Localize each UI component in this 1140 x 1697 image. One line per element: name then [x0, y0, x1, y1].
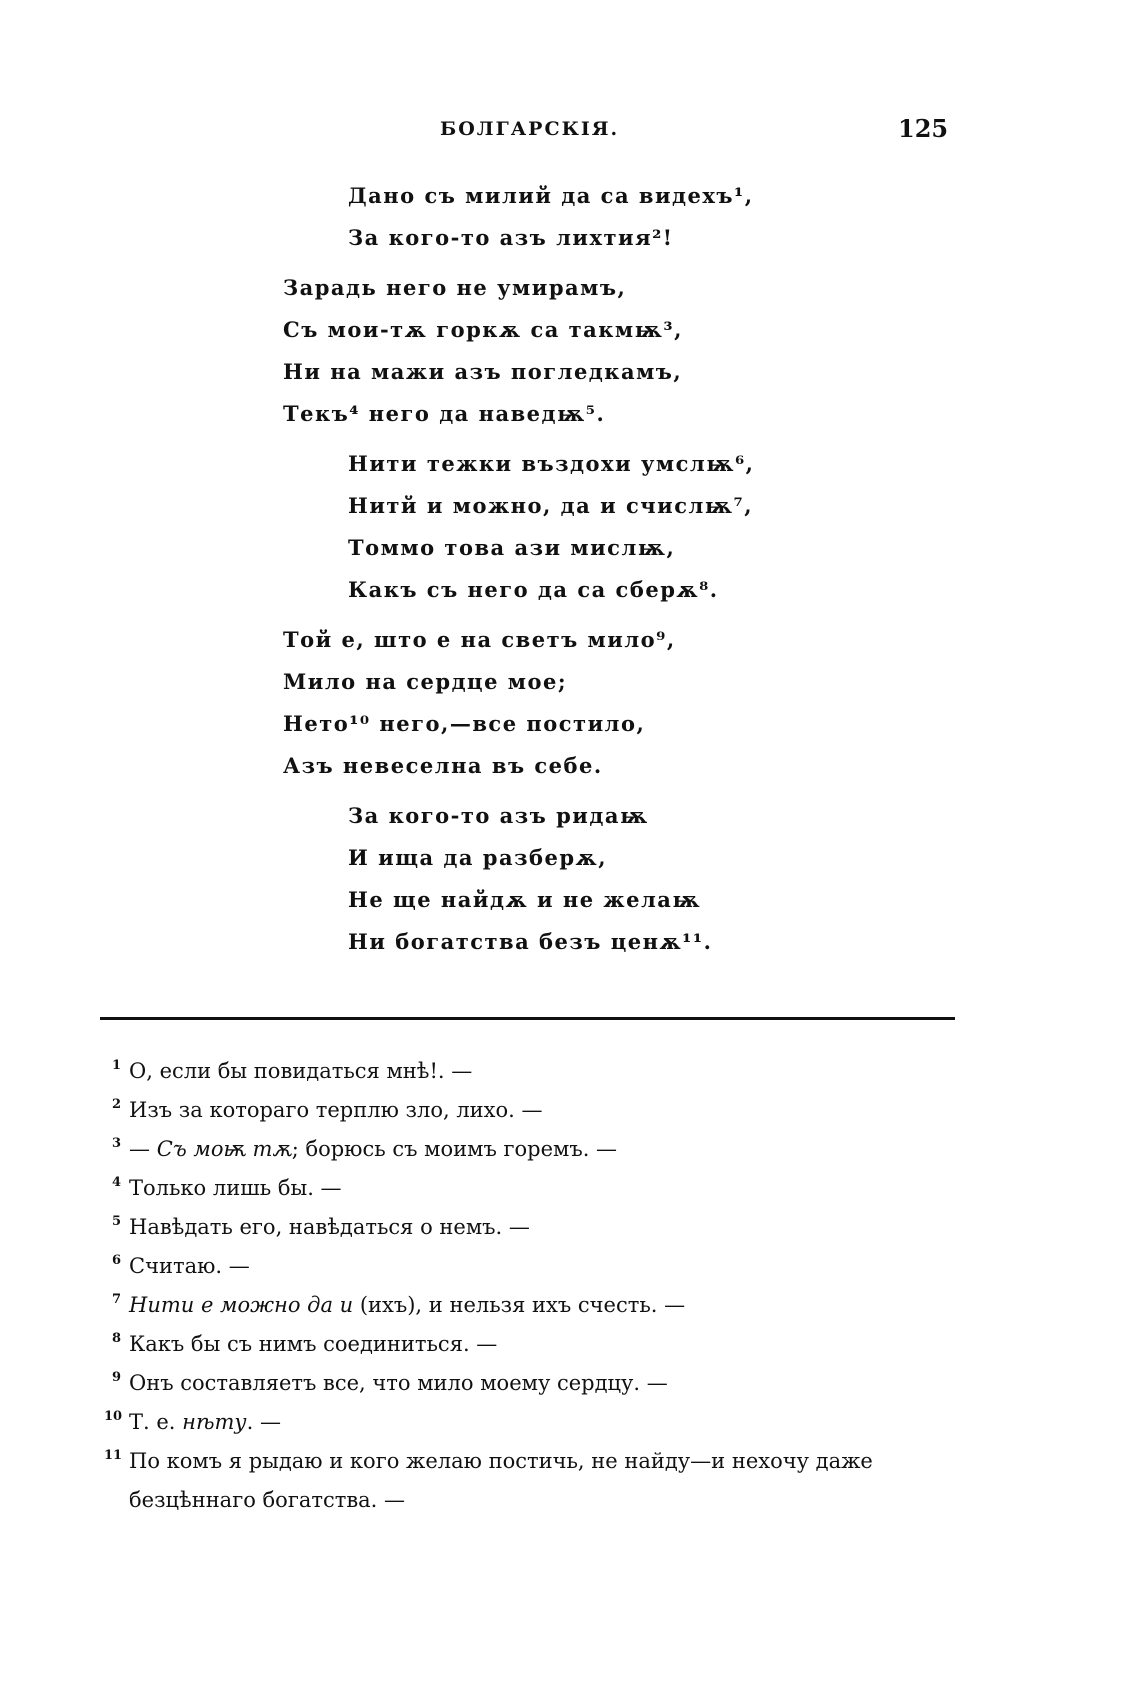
footnote [104, 1442, 992, 1520]
poem [0, 175, 1140, 963]
verse-line: Дано съ милий да са видехъ¹, [348, 183, 754, 208]
footnote-prefix: Т. е. [129, 1410, 183, 1434]
verse-line: Ни богатства безъ ценѫ¹¹. [348, 929, 713, 954]
verse-line: Текъ⁴ него да наведѭ⁵. [283, 401, 606, 426]
footnote-mark: 3 [112, 1136, 122, 1151]
footnote-mark: 7 [112, 1292, 122, 1307]
footnote-text: Считаю. — [129, 1254, 250, 1278]
footnote-text: О, если бы повидаться мнѣ!. — [129, 1059, 473, 1083]
running-head: БОЛГАРСКІЯ. [440, 118, 620, 140]
verse-line: И ища да разберѫ, [348, 845, 608, 870]
footnote-mark: 5 [112, 1214, 122, 1229]
footnote [112, 1364, 992, 1403]
footnote-divider [100, 1017, 955, 1020]
footnote [112, 1247, 992, 1286]
footnote-text: Какъ бы съ нимъ соединиться. — [129, 1332, 498, 1356]
footnote-prefix: — [129, 1137, 157, 1161]
stanza [0, 795, 1140, 963]
verse-line: Съ мои-тѫ горкѫ са такмѭ³, [283, 317, 683, 342]
verse-line: Нити тежки въздохи умслѭ⁶, [348, 451, 755, 476]
footnote-text: По комъ я рыдаю и кого желаю постичь, не найду—и нехочу даже безцѣннаго богатства. — [129, 1449, 873, 1512]
verse-line: Зарадь него не умирамъ, [283, 275, 627, 300]
footnote-mark: 11 [104, 1448, 123, 1463]
footnote-text: . — [246, 1410, 281, 1434]
footnote-italic: нѣту [182, 1410, 247, 1434]
footnote-text: (ихъ), и нельзя ихъ счесть. — [353, 1293, 686, 1317]
footnote-mark: 10 [104, 1409, 123, 1424]
footnote-text: ; борюсь съ моимъ горемъ. — [291, 1137, 618, 1161]
verse-line: Не ще найдѫ и не желаѭ [348, 887, 702, 912]
verse-line: Азъ невеселна въ себе. [283, 753, 603, 778]
stanza [0, 267, 1140, 435]
stanza [0, 619, 1140, 787]
footnote-mark: 2 [112, 1097, 122, 1112]
footnote [104, 1403, 992, 1442]
verse-line: За кого-то азъ ридаѭ [348, 803, 649, 828]
footnotes [104, 1052, 992, 1520]
footnote-text: Изъ за котораго терплю зло, лихо. — [129, 1098, 543, 1122]
footnote-italic: Нити е можно да и [129, 1293, 354, 1317]
verse-line: Томмо това ази мислѭ, [348, 535, 676, 560]
footnote-text: Навѣдать его, навѣдаться о немъ. — [129, 1215, 530, 1239]
footnote [112, 1091, 992, 1130]
footnote-mark: 9 [112, 1370, 122, 1385]
footnote [112, 1208, 992, 1247]
footnote-text: Онъ составляетъ все, что мило моему сердцу. — [129, 1371, 668, 1395]
stanza [0, 443, 1140, 611]
footnote [112, 1325, 992, 1364]
footnote [112, 1052, 992, 1091]
footnote [112, 1286, 992, 1325]
verse-line: Нитй и можно, да и счислѭ⁷, [348, 493, 754, 518]
verse-line: Нето¹⁰ него,—все постило, [283, 711, 646, 736]
footnote-text: Только лишь бы. — [129, 1176, 342, 1200]
footnote-mark: 8 [112, 1331, 122, 1346]
verse-line: За кого-то азъ лихтия²! [348, 225, 674, 250]
footnote [112, 1130, 992, 1169]
verse-line: Ни на мажи азъ погледкамъ, [283, 359, 683, 384]
page-header [0, 114, 1140, 158]
footnote-mark: 4 [112, 1175, 122, 1190]
footnote [112, 1169, 992, 1208]
footnote-italic: Съ моѭ тѫ [156, 1137, 292, 1161]
footnote-mark: 1 [112, 1058, 122, 1073]
page-number: 125 [898, 114, 949, 143]
verse-line: Мило на сердце мое; [283, 669, 568, 694]
footnote-mark: 6 [112, 1253, 122, 1268]
verse-line: Какъ съ него да са сберѫ⁸. [348, 577, 719, 602]
stanza [0, 175, 1140, 259]
verse-line: Той е, што е на светъ мило⁹, [283, 627, 676, 652]
